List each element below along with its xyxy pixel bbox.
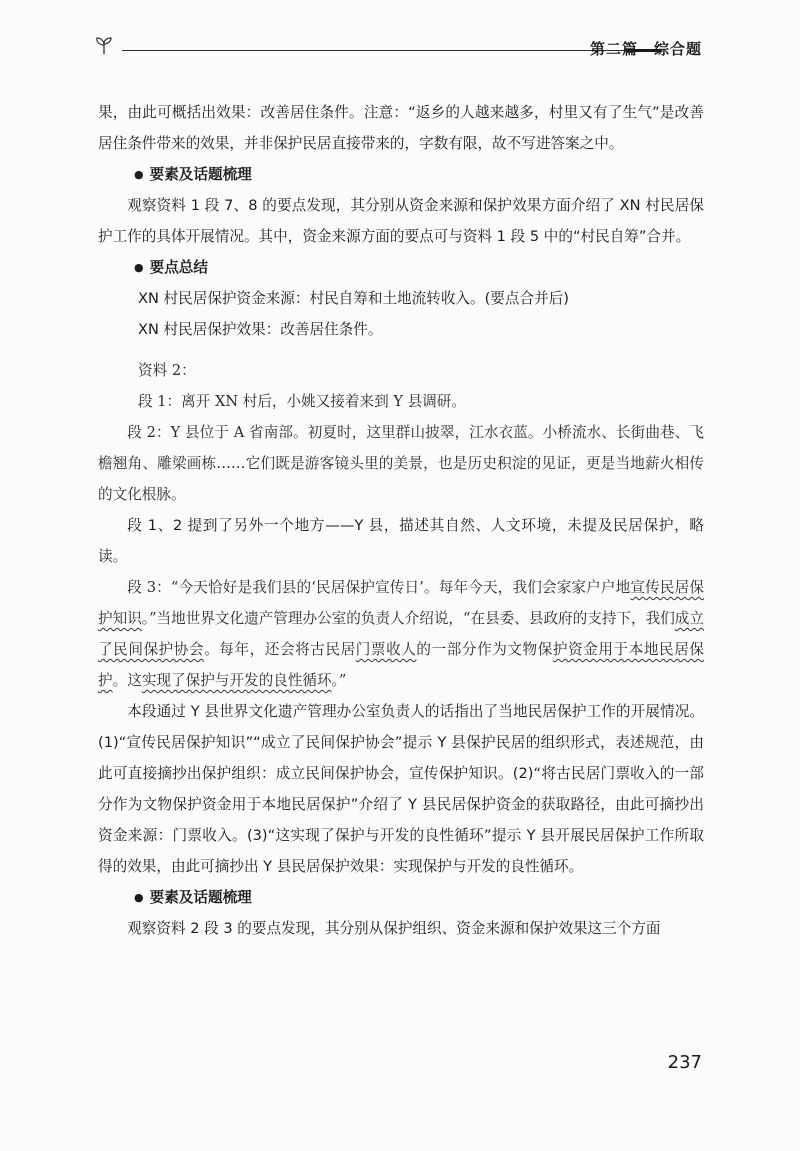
- material-paragraph-3: 段 3：“今天恰好是我们县的‘民居保护宣传日’。每年今天，我们会家家户户地宣传民居保护知识。”当地世界文化遗产管理办公室的负责人介绍说，“在县委、县政府的支持下，我们成立了民间保护协会。每年，还会将古民居门票收人的一部分作为文物保护资金用于本地民居保护。这实现了保护与开发的良性循环。”: [98, 579, 704, 689]
- section-heading: ● 要点总结: [134, 259, 208, 276]
- analysis-paragraph: 本段通过 Y 县世界文化遗产管理办公室负责人的话指出了当地民居保护工作的开展情况。(1)“宣传民居保护知识”“成立了民间保护协会”提示 Y 县保护民居的组织形式，表述规范，由此可直接摘抄出保护组织：成立民间保护协会，宣传保护知识。(2)“将古民居门票收入的一部分作为文物保护资金用于本地民居保护”介绍了 Y 县民居保护资金的获取路径，由此可摘抄出资金来源：门票收入。(3)“这实现了保护与开发的良性循环”提示 Y 县开展民居保护工作所取得的效果，由此可摘抄出 Y 县民居保护效果：实现保护与开发的良性循环。: [98, 703, 704, 875]
- material-paragraph: 段 2：Y 县位于 A 省南部。初夏时，这里群山披翠，江水衣蓝。小桥流水、长街曲巷、飞檐翘角、雕梁画栋……它们既是游客镜头里的美景，也是历史积淀的见证，更是当地薪火相传的文化根脉。: [98, 424, 704, 503]
- reading-note: 段 1、2 提到了另外一个地方——Y 县，描述其自然、人文环境，未提及民居保护，略读。: [98, 517, 704, 565]
- paragraph-observation: 观察资料 2 段 3 的要点发现，其分别从保护组织、资金来源和保护效果这三个方面: [127, 920, 661, 937]
- bullet-icon: ●: [134, 168, 144, 181]
- material-title: 资料 2：: [138, 362, 196, 379]
- page-number: 237: [667, 1052, 702, 1073]
- bullet-icon: ●: [134, 261, 144, 274]
- underlined-phrase: 成立了民间保护协会: [98, 610, 704, 658]
- page-content: [98, 97, 704, 944]
- bullet-icon: ●: [134, 891, 144, 904]
- summary-line: XN 村民居保护资金来源：村民自筹和土地流转收入。(要点合并后): [138, 290, 569, 307]
- underlined-phrase: 宣传民居保护知识: [98, 579, 704, 627]
- paragraph-effect-conclusion: 果，由此可概括出效果：改善居住条件。注意：“返乡的人越来越多，村里又有了生气”是改善居住条件带来的效果，并非保护民居直接带来的，字数有限，故不写进答案之中。: [98, 104, 704, 152]
- sprout-icon: [92, 34, 116, 58]
- header-rule: [122, 50, 662, 51]
- summary-line: XN 村民居保护效果：改善居住条件。: [138, 321, 383, 338]
- chapter-title: 第二篇 综合题: [589, 40, 702, 58]
- material-2: [98, 355, 704, 510]
- section-heading: ● 要素及话题梳理: [134, 889, 252, 906]
- underlined-phrase: 实现了保护与开发的良性循环: [141, 672, 332, 689]
- underlined-phrase: 门票收人: [355, 641, 417, 658]
- page-header: [92, 34, 702, 64]
- underlined-phrase: 护资金用于本地民居保护: [98, 641, 704, 689]
- section-heading: ● 要素及话题梳理: [134, 166, 252, 183]
- material-paragraph: 段 1：离开 XN 村后，小姚又接着来到 Y 县调研。: [138, 393, 466, 410]
- paragraph-observation: 观察资料 1 段 7、8 的要点发现，其分别从资金来源和保护效果方面介绍了 XN 村民居保护工作的具体开展情况。其中，资金来源方面的要点可与资料 1 段 5 中的“村民自筹”合并。: [98, 197, 704, 245]
